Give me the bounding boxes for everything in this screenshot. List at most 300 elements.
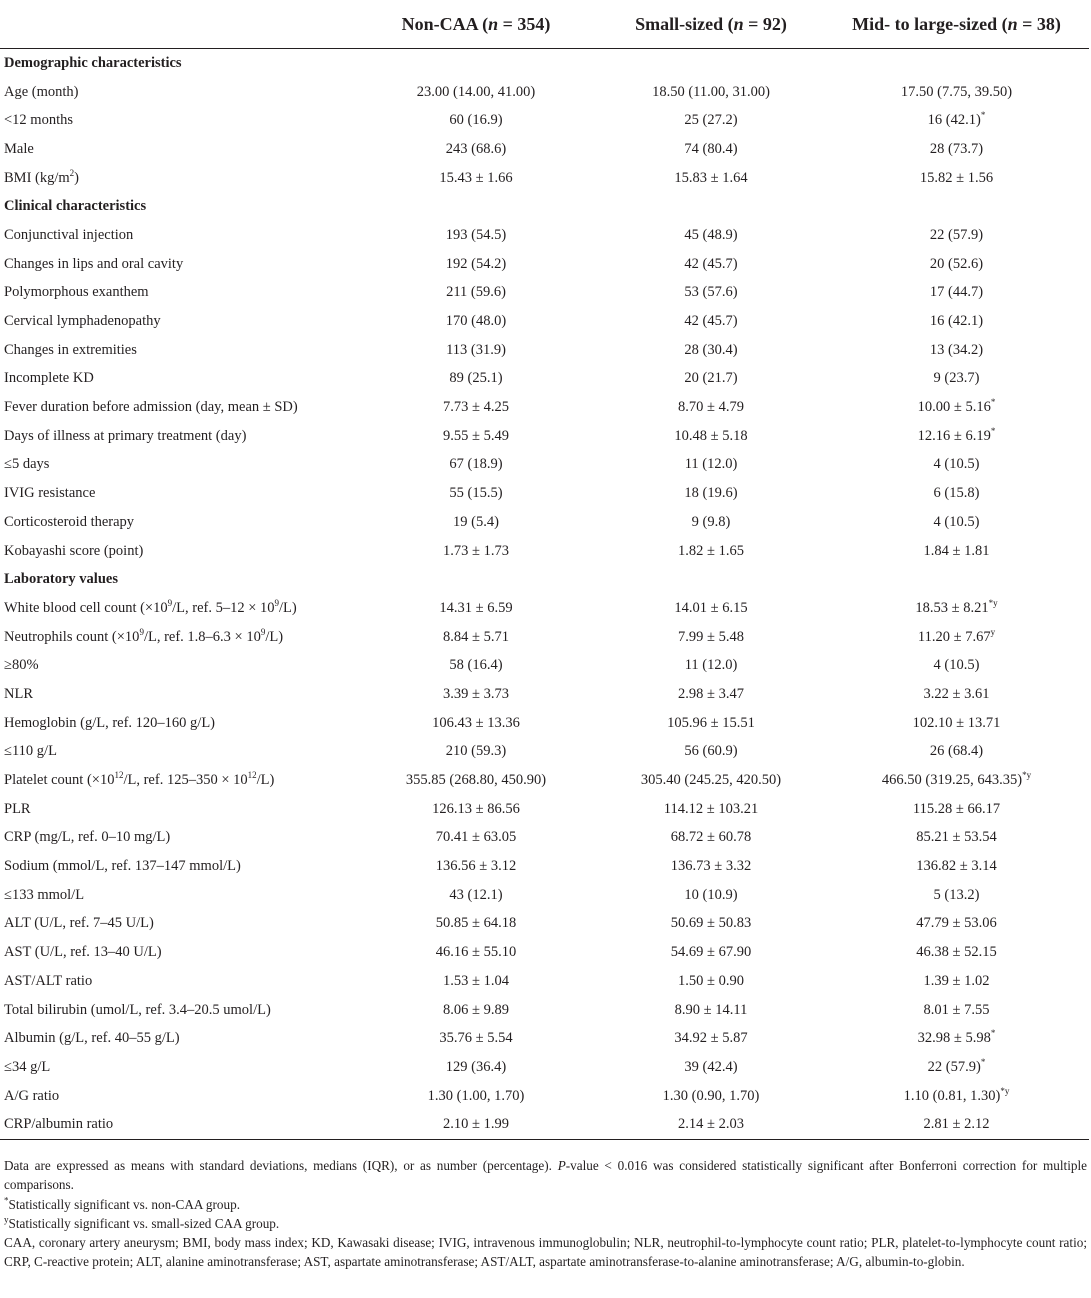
table-row	[0, 795, 1089, 824]
cell-small-sized	[598, 795, 824, 824]
cell-mid-large-sized	[824, 594, 1089, 623]
cell-value: 10.48 ± 5.18	[674, 427, 748, 444]
significance-mark: *y	[1022, 770, 1032, 781]
cell-mid-large-sized	[824, 164, 1089, 193]
cell-value: 7.73 ± 4.25	[443, 399, 509, 416]
significance-mark: *y	[988, 598, 998, 609]
table-row	[0, 1082, 1089, 1111]
significance-mark: *	[980, 1057, 986, 1068]
cell-non-caa	[354, 422, 598, 451]
cell-value: 1.30 (1.00, 1.70)	[427, 1087, 525, 1104]
table-row	[0, 135, 1089, 164]
table-row	[0, 307, 1089, 336]
cell-value: 16 (42.1)	[927, 112, 981, 129]
cell-value: 136.56 ± 3.12	[435, 858, 517, 875]
significance-mark: *	[990, 397, 996, 408]
row-label-text: /L)	[265, 628, 284, 645]
row-label-text: NLR	[4, 685, 33, 702]
row-label-text: Changes in lips and oral cavity	[4, 255, 184, 272]
cell-value: 305.40 (245.25, 420.50)	[640, 772, 782, 789]
cell-non-caa	[354, 307, 598, 336]
table-row	[0, 1024, 1089, 1053]
row-label-text: /L, ref. 125–350 × 10	[123, 772, 248, 789]
cell-mid-large-sized	[824, 508, 1089, 537]
cell-value: 58 (16.4)	[449, 657, 503, 674]
cell-small-sized	[598, 307, 824, 336]
cell-small-sized	[598, 881, 824, 910]
cell-small-sized	[598, 393, 824, 422]
cell-value: 1.73 ± 1.73	[443, 542, 509, 559]
cell-non-caa	[354, 910, 598, 939]
table-row	[0, 967, 1089, 996]
row-label-text: White blood cell count (×10	[4, 599, 168, 616]
cell-small-sized	[598, 680, 824, 709]
footnote-abbreviations: CAA, coronary artery aneurysm; BMI, body mass index; KD, Kawasaki disease; IVIG, intravenous immunoglobulin; NLR, neutrophil-to-lymphocyte count ratio; PLR, platelet-to-lymphocyte count ratio; CRP, C-reactive protein; ALT, alanine aminotransferase; AST, aspartate aminotransferase; AST/ALT, aspartate aminotransferase-to-alanine aminotransferase; A/G, albumin-to-globin.	[4, 1235, 1087, 1270]
table-row	[0, 250, 1089, 279]
table-row	[0, 221, 1089, 250]
cell-value: 54.69 ± 67.90	[670, 944, 752, 961]
cell-value: 85.21 ± 53.54	[916, 829, 997, 846]
cell-value: 47.79 ± 53.06	[916, 915, 997, 932]
row-label	[0, 336, 354, 365]
table-row	[0, 508, 1089, 537]
row-label	[0, 479, 354, 508]
cell-mid-large-sized	[824, 824, 1089, 853]
row-label-text: A/G ratio	[4, 1087, 60, 1104]
row-label	[0, 651, 354, 680]
cell-value: 43 (12.1)	[449, 886, 503, 903]
row-label-text: /L)	[256, 772, 275, 789]
cell-non-caa	[354, 336, 598, 365]
cell-mid-large-sized	[824, 479, 1089, 508]
cell-non-caa	[354, 967, 598, 996]
cell-value: 1.30 (0.90, 1.70)	[662, 1087, 760, 1104]
table-row	[0, 938, 1089, 967]
cell-small-sized	[598, 250, 824, 279]
cell-value: 15.43 ± 1.66	[439, 169, 513, 186]
cell-non-caa	[354, 852, 598, 881]
cell-value: 9 (23.7)	[933, 370, 980, 387]
cell-value: 115.28 ± 66.17	[912, 800, 1001, 817]
cell-non-caa	[354, 479, 598, 508]
section-title: Demographic characteristics	[4, 54, 182, 71]
row-label-text: Cervical lymphadenopathy	[4, 313, 161, 330]
header-corner	[0, 0, 354, 49]
cell-value: 60 (16.9)	[449, 112, 503, 129]
header-n-value: 38	[1036, 13, 1055, 34]
cell-value: 1.84 ± 1.81	[923, 542, 990, 559]
cell-mid-large-sized	[824, 910, 1089, 939]
cell-value: 102.10 ± 13.71	[912, 714, 1001, 731]
cell-value: 8.01 ± 7.55	[923, 1001, 990, 1018]
table-row	[0, 594, 1089, 623]
cell-non-caa	[354, 250, 598, 279]
row-label	[0, 451, 354, 480]
row-label-text: ≥80%	[4, 657, 39, 674]
cell-value: 19 (5.4)	[453, 513, 499, 530]
cell-small-sized	[598, 824, 824, 853]
cell-mid-large-sized	[824, 651, 1089, 680]
cell-value: 46.16 ± 55.10	[435, 944, 517, 961]
row-label-text: )	[74, 169, 79, 186]
cell-value: 11 (12.0)	[684, 456, 738, 473]
cell-value: 46.38 ± 52.15	[916, 944, 997, 961]
cell-mid-large-sized	[824, 1053, 1089, 1082]
row-label	[0, 795, 354, 824]
cell-value: 170 (48.0)	[445, 313, 507, 330]
cell-mid-large-sized	[824, 393, 1089, 422]
section-title: Laboratory values	[4, 571, 118, 588]
row-label	[0, 1024, 354, 1053]
cell-small-sized	[598, 651, 824, 680]
cell-non-caa	[354, 221, 598, 250]
row-label	[0, 365, 354, 394]
significance-mark: *y	[1000, 1085, 1010, 1096]
header-mid-large-sized: Mid- to large-sized (n = 38)	[824, 0, 1089, 49]
row-label	[0, 967, 354, 996]
row-label	[0, 1053, 354, 1082]
cell-value: 12.16 ± 6.19	[917, 427, 991, 444]
cell-value: 22 (57.9)	[927, 1058, 981, 1075]
row-label-superscript: 9	[167, 598, 173, 609]
cell-non-caa	[354, 135, 598, 164]
row-label-text: Neutrophils count (×10	[4, 628, 140, 645]
footnote-text: Data are expressed as means with standard deviations, medians (IQR), or as number (percentage).	[4, 1158, 558, 1173]
row-label-text: IVIG resistance	[4, 485, 96, 502]
row-label-text: Kobayashi score (point)	[4, 542, 144, 559]
row-label-superscript: 2	[69, 167, 75, 178]
cell-value: 32.98 ± 5.98	[917, 1030, 991, 1047]
table-row	[0, 709, 1089, 738]
table-row	[0, 365, 1089, 394]
header-name: Small-sized	[635, 13, 724, 34]
cell-value: 23.00 (14.00, 41.00)	[416, 83, 536, 100]
cell-value: 22 (57.9)	[929, 226, 984, 243]
cell-value: 34.92 ± 5.87	[674, 1030, 748, 1047]
cell-value: 15.83 ± 1.64	[674, 169, 748, 186]
row-label-text: Male	[4, 140, 34, 157]
cell-small-sized	[598, 451, 824, 480]
cell-value: 17 (44.7)	[929, 284, 984, 301]
row-label	[0, 164, 354, 193]
footnote-y-text: Statistically significant vs. small-sized CAA group.	[8, 1215, 280, 1231]
table-row	[0, 1053, 1089, 1082]
cell-value: 466.50 (319.25, 643.35)	[881, 772, 1023, 789]
row-label-text: ≤110 g/L	[4, 743, 57, 760]
cell-mid-large-sized	[824, 1082, 1089, 1111]
cell-value: 243 (68.6)	[445, 140, 507, 157]
cell-small-sized	[598, 479, 824, 508]
cell-mid-large-sized	[824, 738, 1089, 767]
significance-mark: *	[980, 110, 986, 121]
cell-non-caa	[354, 393, 598, 422]
footnote-y	[4, 1214, 1087, 1233]
cell-non-caa	[354, 709, 598, 738]
table-row	[0, 336, 1089, 365]
header-small-sized: Small-sized (n = 92)	[598, 0, 824, 49]
cell-value: 211 (59.6)	[446, 284, 506, 301]
footnote-star	[4, 1195, 1087, 1214]
section-title: Clinical characteristics	[4, 198, 147, 215]
cell-value: 210 (59.3)	[445, 743, 507, 760]
cell-mid-large-sized	[824, 422, 1089, 451]
cell-value: 16 (42.1)	[929, 313, 984, 330]
row-label-text: Sodium (mmol/L, ref. 137–147 mmol/L)	[4, 858, 241, 875]
header-non-caa: Non-CAA (n = 354)	[354, 0, 598, 49]
cell-non-caa	[354, 996, 598, 1025]
cell-small-sized	[598, 78, 824, 107]
row-label-text: <12 months	[4, 112, 74, 129]
cell-value: 4 (10.5)	[933, 513, 980, 530]
cell-value: 9 (9.8)	[691, 513, 731, 530]
cell-small-sized	[598, 852, 824, 881]
cell-value: 67 (18.9)	[449, 456, 503, 473]
cell-small-sized	[598, 967, 824, 996]
cell-value: 17.50 (7.75, 39.50)	[900, 83, 1013, 100]
cell-value: 9.55 ± 5.49	[443, 427, 509, 444]
cell-value: 20 (21.7)	[684, 370, 738, 387]
row-label-text: /L, ref. 5–12 × 10	[172, 599, 275, 616]
cell-non-caa	[354, 795, 598, 824]
cell-value: 1.53 ± 1.04	[443, 972, 509, 989]
cell-small-sized	[598, 1082, 824, 1111]
table-row	[0, 279, 1089, 308]
cell-non-caa	[354, 623, 598, 652]
cell-value: 42 (45.7)	[684, 313, 738, 330]
significance-mark: y	[990, 626, 996, 637]
cell-value: 11.20 ± 7.67	[917, 628, 991, 645]
cell-non-caa	[354, 824, 598, 853]
row-label-superscript: 9	[260, 626, 266, 637]
table-row	[0, 996, 1089, 1025]
row-label	[0, 1082, 354, 1111]
cell-small-sized	[598, 1053, 824, 1082]
header-n-label: n	[488, 13, 499, 34]
cell-value: 113 (31.9)	[446, 341, 506, 358]
table-row	[0, 680, 1089, 709]
cell-mid-large-sized	[824, 881, 1089, 910]
cell-mid-large-sized	[824, 680, 1089, 709]
row-label-superscript: 9	[139, 626, 144, 637]
cell-small-sized	[598, 422, 824, 451]
cell-value: 14.31 ± 6.59	[439, 599, 513, 616]
cell-non-caa	[354, 1082, 598, 1111]
cell-value: 105.96 ± 15.51	[667, 714, 755, 731]
footnote-p-italic: P	[557, 1158, 566, 1173]
row-label	[0, 938, 354, 967]
row-label-superscript: 9	[274, 598, 280, 609]
cell-value: 10 (10.9)	[684, 886, 738, 903]
footnote-text: -value < 0.016 was considered statistically significant after Bonferroni correction for multiple comparisons.	[4, 1158, 1087, 1193]
cell-value: 126.13 ± 86.56	[432, 800, 520, 817]
header-n-label: n	[1007, 13, 1018, 34]
cell-value: 89 (25.1)	[449, 370, 503, 387]
footnote-data-note	[4, 1156, 1087, 1195]
cell-value: 13 (34.2)	[929, 341, 984, 358]
cell-value: 8.70 ± 4.79	[678, 399, 744, 416]
table-row	[0, 164, 1089, 193]
cell-value: 8.90 ± 14.11	[674, 1001, 748, 1018]
cell-value: 136.82 ± 3.14	[916, 858, 997, 875]
cell-mid-large-sized	[824, 938, 1089, 967]
cell-value: 1.39 ± 1.02	[923, 972, 990, 989]
cell-mid-large-sized	[824, 623, 1089, 652]
cell-non-caa	[354, 537, 598, 566]
row-label-superscript: 12	[114, 770, 124, 781]
row-label-text: Changes in extremities	[4, 341, 137, 358]
section-header-row	[0, 565, 1089, 594]
significance-mark: *	[990, 425, 996, 436]
table-row	[0, 881, 1089, 910]
row-label	[0, 594, 354, 623]
table-row	[0, 852, 1089, 881]
cell-mid-large-sized	[824, 451, 1089, 480]
row-label-text: Polymorphous exanthem	[4, 284, 149, 301]
row-label-text: Incomplete KD	[4, 370, 94, 387]
cell-value: 42 (45.7)	[684, 255, 738, 272]
cell-value: 25 (27.2)	[684, 112, 738, 129]
cell-value: 50.69 ± 50.83	[670, 915, 752, 932]
cell-value: 18 (19.6)	[684, 485, 738, 502]
table-row	[0, 824, 1089, 853]
cell-value: 53 (57.6)	[684, 284, 738, 301]
cell-small-sized	[598, 508, 824, 537]
cell-small-sized	[598, 996, 824, 1025]
row-label	[0, 307, 354, 336]
cell-value: 6 (15.8)	[933, 485, 980, 502]
row-label-text: Fever duration before admission (day, mean ± SD)	[4, 399, 298, 416]
cell-non-caa	[354, 881, 598, 910]
row-label-text: ≤34 g/L	[4, 1058, 51, 1075]
cell-value: 2.81 ± 2.12	[923, 1116, 990, 1133]
cell-mid-large-sized	[824, 106, 1089, 135]
row-label-text: /L)	[279, 599, 297, 616]
cell-mid-large-sized	[824, 996, 1089, 1025]
cell-small-sized	[598, 365, 824, 394]
cell-non-caa	[354, 1053, 598, 1082]
cell-non-caa	[354, 651, 598, 680]
cell-mid-large-sized	[824, 537, 1089, 566]
table-row	[0, 479, 1089, 508]
cell-value: 4 (10.5)	[933, 657, 980, 674]
cell-value: 2.14 ± 2.03	[678, 1116, 744, 1133]
row-label	[0, 135, 354, 164]
cell-mid-large-sized	[824, 365, 1089, 394]
cell-value: 114.12 ± 103.21	[663, 800, 759, 817]
row-label	[0, 738, 354, 767]
cell-mid-large-sized	[824, 250, 1089, 279]
table-header	[0, 0, 1089, 49]
cell-mid-large-sized	[824, 709, 1089, 738]
cell-value: 15.82 ± 1.56	[919, 169, 994, 186]
cell-non-caa	[354, 508, 598, 537]
table-footnotes	[4, 1156, 1087, 1272]
cell-value: 106.43 ± 13.36	[432, 714, 520, 731]
cell-value: 8.06 ± 9.89	[443, 1001, 509, 1018]
cell-non-caa	[354, 164, 598, 193]
cell-value: 68.72 ± 60.78	[670, 829, 752, 846]
cell-non-caa	[354, 279, 598, 308]
row-label	[0, 910, 354, 939]
cell-value: 10.00 ± 5.16	[917, 399, 991, 416]
table-row	[0, 1110, 1089, 1139]
row-label	[0, 623, 354, 652]
row-label	[0, 78, 354, 107]
cell-non-caa	[354, 78, 598, 107]
cell-non-caa	[354, 1024, 598, 1053]
cell-mid-large-sized	[824, 795, 1089, 824]
row-label-text: Age (month)	[4, 83, 79, 100]
row-label	[0, 996, 354, 1025]
row-label-text: Hemoglobin (g/L, ref. 120–160 g/L)	[4, 714, 216, 731]
row-label	[0, 766, 354, 795]
cell-mid-large-sized	[824, 1110, 1089, 1139]
row-label-text: BMI (kg/m	[4, 169, 70, 186]
header-n-label: n	[733, 13, 744, 34]
cell-mid-large-sized	[824, 279, 1089, 308]
cell-mid-large-sized	[824, 221, 1089, 250]
row-label	[0, 106, 354, 135]
row-label	[0, 250, 354, 279]
header-n-value: 354	[517, 13, 545, 34]
section-header-row	[0, 192, 1089, 221]
cell-value: 26 (68.4)	[929, 743, 984, 760]
cell-small-sized	[598, 766, 824, 795]
cell-value: 193 (54.5)	[445, 226, 507, 243]
row-label	[0, 680, 354, 709]
cell-non-caa	[354, 938, 598, 967]
table-row	[0, 106, 1089, 135]
cell-value: 55 (15.5)	[449, 485, 503, 502]
row-label	[0, 279, 354, 308]
cell-value: 5 (13.2)	[933, 886, 980, 903]
row-label	[0, 709, 354, 738]
table-row	[0, 623, 1089, 652]
cell-value: 18.53 ± 8.21	[915, 599, 989, 616]
cell-mid-large-sized	[824, 336, 1089, 365]
row-label-text: Albumin (g/L, ref. 40–55 g/L)	[4, 1030, 180, 1047]
cell-value: 39 (42.4)	[684, 1058, 738, 1075]
cell-value: 50.85 ± 64.18	[435, 915, 517, 932]
cell-value: 56 (60.9)	[684, 743, 738, 760]
row-label	[0, 537, 354, 566]
header-n-value: 92	[762, 13, 781, 34]
header-row	[0, 0, 1089, 49]
table-row	[0, 393, 1089, 422]
row-label	[0, 508, 354, 537]
cell-small-sized	[598, 738, 824, 767]
footnote-star-mark: *	[4, 1195, 9, 1206]
cell-mid-large-sized	[824, 967, 1089, 996]
cell-value: 11 (12.0)	[684, 657, 738, 674]
cell-value: 14.01 ± 6.15	[674, 599, 748, 616]
footnote-y-mark: y	[4, 1214, 9, 1225]
cell-non-caa	[354, 106, 598, 135]
cell-mid-large-sized	[824, 766, 1089, 795]
row-label-text: Days of illness at primary treatment (day)	[4, 427, 247, 444]
row-label-text: PLR	[4, 800, 31, 817]
row-label	[0, 824, 354, 853]
cell-non-caa	[354, 1110, 598, 1139]
cell-value: 70.41 ± 63.05	[435, 829, 517, 846]
cell-value: 18.50 (11.00, 31.00)	[652, 83, 770, 100]
table-row	[0, 537, 1089, 566]
row-label	[0, 422, 354, 451]
cell-non-caa	[354, 365, 598, 394]
cell-value: 35.76 ± 5.54	[439, 1030, 513, 1047]
row-label-text: AST/ALT ratio	[4, 972, 93, 989]
table-body	[0, 49, 1089, 1140]
